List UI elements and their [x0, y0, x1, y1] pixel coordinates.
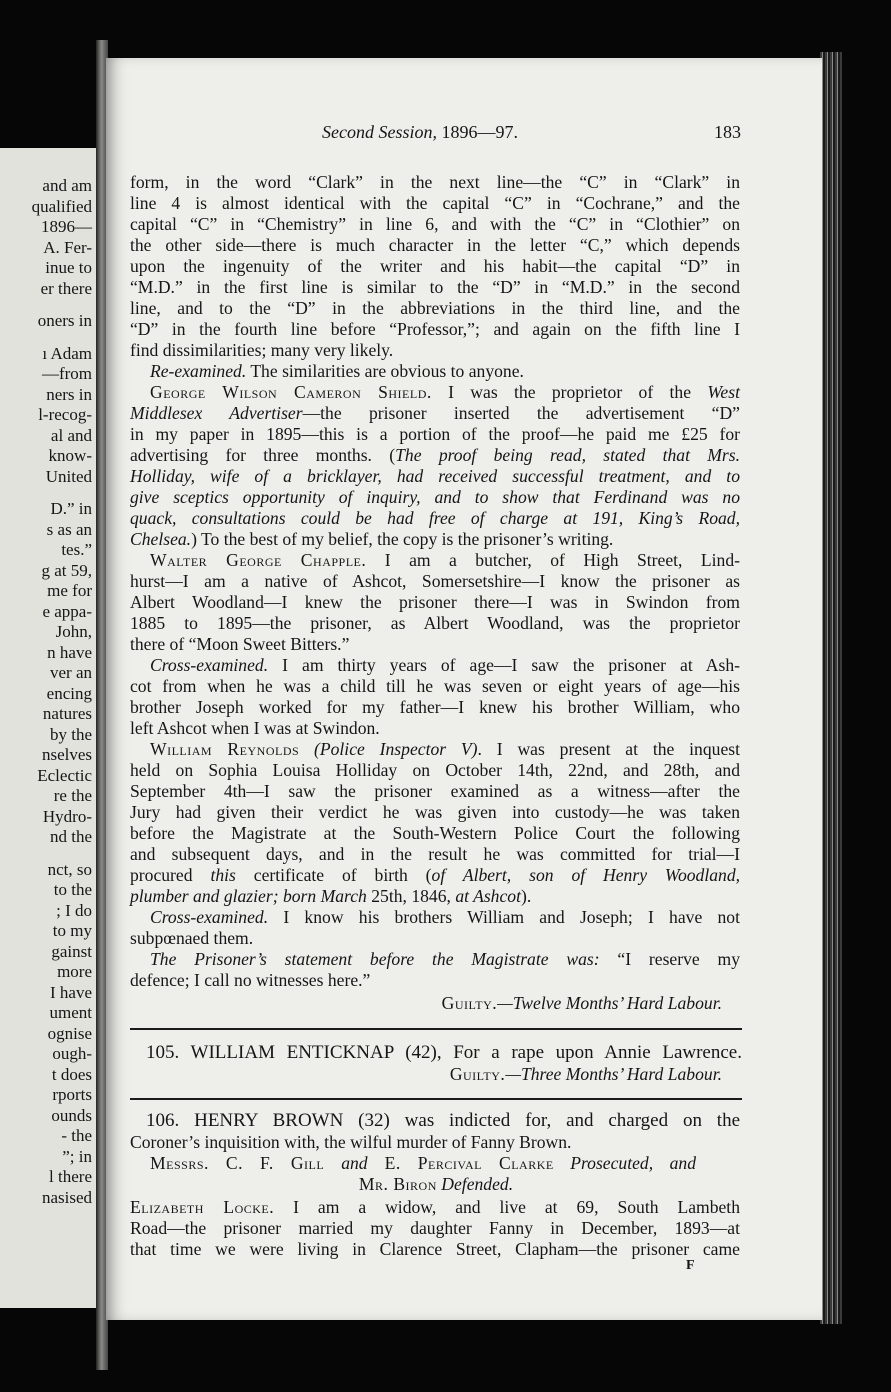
facing-page-text: Hydro-	[42, 806, 92, 826]
text-line: held on Sophia Louisa Holliday on October 14th, 22nd, and 28th, and	[130, 760, 740, 780]
text-line: before the Magistrate at the South-Western Police Court the following	[130, 823, 740, 843]
facing-page-text: Eclectic	[37, 765, 92, 785]
case-105-heading: 105. WILLIAM ENTICKNAP (42), For a rape upon Annie Lawrence.	[146, 1042, 742, 1063]
facing-page-text: and am	[42, 176, 92, 195]
text-line: “D” in the fourth line before “Professor,”; and again on the fifth line I	[130, 319, 740, 339]
text-line: Middlesex Advertiser—the prisoner inserted the advertisement “D”	[130, 403, 740, 423]
text-line: September 4th—I saw the prisoner examined as a witness—after the	[130, 781, 740, 801]
facing-page-text: - the	[61, 1126, 92, 1145]
counsel-line: Messrs. C. F. Gill and E. Percival Clarke Prosecuted, and	[150, 1153, 696, 1173]
header-years: 1896—97.	[436, 122, 518, 142]
facing-page-text: er there	[40, 278, 92, 298]
witness-shield: George Wilson Cameron Shield. I was the proprietor of the West	[150, 382, 740, 402]
signature-mark: F	[686, 1258, 695, 1273]
facing-page-text: t does	[51, 1064, 92, 1084]
text-line: “M.D.” in the first line is similar to the “D” in “M.D.” in the second	[130, 277, 740, 297]
header-title: Second Session,	[322, 122, 437, 142]
facing-page-text: to the	[53, 880, 92, 899]
text-line: capital “C” in “Chemistry” in line 6, and with the “C” in “Clothier” on	[130, 214, 740, 234]
witness-reynolds: William Reynolds (Police Inspector V). I was present at the inquest	[150, 739, 740, 759]
facing-page-text: tes.”	[61, 540, 92, 559]
facing-page-text: oners in	[37, 311, 92, 330]
text-line: give sceptics opportunity of inquiry, and to show that Ferdinand was no	[130, 487, 740, 507]
text-line: and subsequent days, and in the result he was committed for trial—I	[130, 844, 740, 864]
case-105-verdict: Guilty.—Three Months’ Hard Labour.	[449, 1064, 722, 1084]
witness-locke: Elizabeth Locke. I am a widow, and live at 69, South Lambeth	[130, 1197, 740, 1217]
text-line: procured this certificate of birth (of Albert, son of Henry Woodland,	[130, 865, 741, 885]
facing-page-text: more	[57, 962, 92, 981]
text-line: cot from when he was a child till he was seven or eight years of age—his	[130, 676, 740, 696]
facing-page-fragment	[0, 148, 98, 1308]
facing-page-text: nselves	[41, 745, 92, 764]
facing-page-text: ı Adam	[42, 343, 92, 363]
book-page	[106, 58, 822, 1320]
counsel-line: Mr. Biron Defended.	[358, 1174, 514, 1194]
facing-page-text: ounds	[51, 1105, 92, 1125]
facing-page-text: g at 59,	[41, 560, 92, 580]
text-line: form, in the word “Clark” in the next line—the “C” in “Clark” in	[130, 172, 740, 192]
text-line: brother Joseph worked for my father—I knew his brother William, who	[130, 697, 740, 717]
facing-page-text: ”; in	[62, 1146, 92, 1166]
facing-page-text: me for	[47, 581, 92, 600]
text-line: the other side—there is much character in the letter “C,” which depends	[130, 235, 740, 255]
facing-page-text: nasised	[41, 1187, 92, 1207]
text-line: Coroner’s inquisition with, the wilful murder of Fanny Brown.	[130, 1132, 572, 1152]
text-line: Albert Woodland—I knew the prisoner there—I was in Swindon from	[130, 592, 740, 612]
facing-page-text: re the	[53, 786, 92, 805]
text-line: plumber and glazier; born March 25th, 1846, at Ashcot).	[130, 886, 532, 906]
facing-page-text: e appa-	[42, 601, 92, 621]
facing-page-text: n have	[47, 642, 92, 662]
facing-page-text: know-	[48, 446, 92, 465]
facing-page-text: United	[45, 466, 92, 486]
running-header	[106, 122, 822, 146]
facing-page-text: s as an	[46, 519, 92, 539]
facing-page-text: qualified	[31, 196, 92, 216]
text-line: Road—the prisoner married my daughter Fanny in December, 1893—at	[130, 1218, 740, 1238]
facing-page-text: ; I do	[56, 900, 92, 920]
text-line: advertising for three months. (The proof being read, stated that Mrs.	[130, 445, 741, 465]
facing-page-text: A. Fer-	[43, 237, 92, 257]
text-line: upon the ingenuity of the writer and his habit—the capital “D” in	[130, 256, 740, 276]
witness-chapple: Walter George Chapple. I am a butcher, of High Street, Lind-	[150, 550, 740, 570]
text-line: line, and to the “D” in the abbreviations in the third line, and the	[130, 298, 740, 318]
prisoner-statement-line: The Prisoner’s statement before the Magistrate was: “I reserve my	[150, 949, 740, 969]
facing-page-text: —from	[41, 364, 92, 383]
text-line: Chelsea.) To the best of my belief, the copy is the prisoner’s writing.	[130, 529, 614, 549]
facing-page-text: rports	[52, 1085, 92, 1104]
facing-page-text: inue to	[45, 258, 92, 277]
facing-page-text: I have	[49, 982, 92, 1002]
text-line: hurst—I am a native of Ashcot, Somersetshire—I know the prisoner as	[130, 571, 740, 591]
cross-examined-line: Cross-examined. I am thirty years of age—I saw the prisoner at Ash-	[150, 655, 740, 675]
page-edge	[820, 52, 842, 1324]
facing-page-text: ver an	[49, 663, 92, 682]
text-line: quack, consultations could be had free of charge at 191, King’s Road,	[130, 508, 740, 528]
facing-page-text: ument	[49, 1003, 92, 1022]
text-line: subpœnaed them.	[130, 928, 254, 948]
facing-page-text: nct, so	[47, 859, 92, 879]
facing-page-text: encing	[46, 683, 92, 703]
facing-page-text: ognise	[47, 1023, 92, 1043]
text-line: line 4 is almost identical with the capital “C” in “Cochrane,” and the	[130, 193, 740, 213]
text-line: find dissimilarities; many very likely.	[130, 340, 394, 360]
facing-page-text: al and	[50, 425, 92, 445]
facing-page-text: ough-	[52, 1044, 92, 1063]
facing-page-text: l there	[49, 1167, 92, 1186]
facing-page-text: by the	[49, 724, 92, 744]
text-line: that time we were living in Clarence Street, Clapham—the prisoner came	[130, 1239, 740, 1259]
section-rule	[130, 1098, 742, 1100]
text-line: 1885 to 1895—the prisoner, as Albert Woodland, was the proprietor	[130, 613, 740, 633]
facing-page-text: natures	[42, 704, 92, 723]
facing-page-text: 1896—	[41, 217, 92, 236]
facing-page-text: D.” in	[50, 499, 92, 518]
facing-page-text: to my	[52, 921, 92, 940]
verdict-line: Guilty.—Twelve Months’ Hard Labour.	[441, 993, 722, 1013]
cross-examined-line: Cross-examined. I know his brothers William and Joseph; I have not	[150, 907, 740, 927]
text-line: left Ashcot when I was at Swindon.	[130, 718, 380, 738]
page-number: 183	[714, 122, 741, 142]
facing-page-text: John,	[55, 622, 92, 641]
reexamined-line: Re-examined. The similarities are obvious to anyone.	[150, 361, 524, 381]
text-line: there of “Moon Sweet Bitters.”	[130, 634, 350, 654]
text-line: defence; I call no witnesses here.”	[130, 970, 371, 990]
facing-page-text: nd the	[49, 827, 92, 846]
section-rule	[130, 1028, 742, 1030]
text-line: Jury had given their verdict he was given into custody—he was taken	[130, 802, 740, 822]
facing-page-text: l-recog-	[38, 405, 92, 424]
text-line: in my paper in 1895—this is a portion of the proof—he paid me £25 for	[130, 424, 740, 444]
case-106-heading: 106. HENRY BROWN (32) was indicted for, and charged on the	[146, 1110, 740, 1131]
facing-page-text: gainst	[51, 941, 92, 961]
facing-page-text: ners in	[46, 384, 92, 404]
text-line: Holliday, wife of a bricklayer, had received successful treatment, and to	[130, 466, 740, 486]
